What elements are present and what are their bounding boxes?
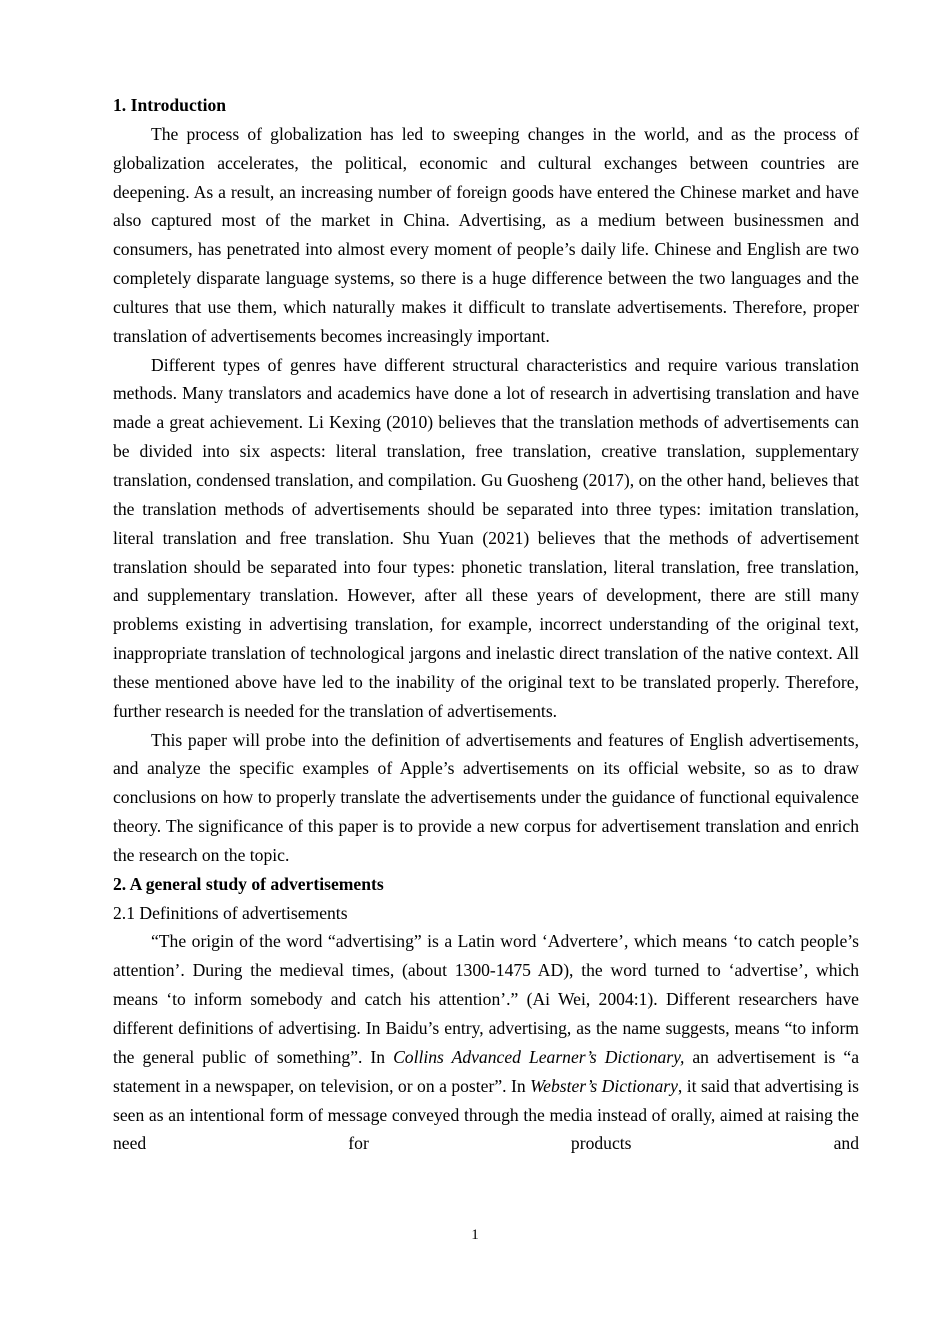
body-paragraph: Different types of genres have different structural characteristics and require various translation methods. Many translators and academics have done a lot of research in advertising translation and have made a great achievement. Li Kexing (2010) believes that the translation methods of advertisements can be divided into six aspects: literal translation, free translation, creative translation, supplementary translation, condensed translation, and compilation. Gu Guosheng (2017), on the other hand, believes that the translation methods of advertisements should be separated into three types: imitation translation, literal translation and free translation. Shu Yuan (2021) believes that the methods of advertisement translation should be separated into four types: phonetic translation, literal translation, free translation, and supplementary translation. However, after all these years of development, there are still many problems existing in advertising translation, for example, incorrect understanding of the original text, inappropriate translation of technological jargons and inelastic direct translation of the native context. All these mentioned above have led to the inability of the original text to be translated properly. Therefore, further research is needed for the translation of advertisements. <box>113 354 859 721</box>
section-heading-general-study: 2. A general study of advertisements <box>113 873 384 894</box>
body-paragraph: This paper will probe into the definition of advertisements and features of English advertisements, and analyze the specific examples of Apple’s advertisements on its official website, so as to draw conclusions on how to properly translate the advertisements under the guidance of functional equivalence theory. The significance of this paper is to provide a new corpus for advertisement translation and enrich the research on the topic. <box>113 729 859 865</box>
body-paragraph <box>113 927 859 1158</box>
book-title-webster: Webster’s Dictionary <box>530 1075 678 1096</box>
paragraph-text: “The origin of the word “advertising” is a Latin word ‘Advertere’, which means ‘to catch people’s attention’. During the medieval times, (about 1300-1475 AD), the word turned to ‘advertise’, which means ‘to inform somebody and catch his attention’.” (Ai Wei, 2004:1). Different researchers have different definitions of advertising. In Baidu’s entry, advertising, as the name suggests, means “to inform the general public of something”. In <box>113 931 859 1067</box>
book-title-collins: Collins Advanced Learner’s Dictionary, <box>393 1046 685 1067</box>
body-paragraph: The process of globalization has led to sweeping changes in the world, and as the process of globalization accelerates, the political, economic and cultural exchanges between countries are deepening. As a result, an increasing number of foreign goods have entered the Chinese market and have also captured most of the market in China. Advertising, as a medium between businessmen and consumers, has penetrated into almost every moment of people’s daily life. Chinese and English are two completely disparate language systems, so there is a huge difference between the two languages and the cultures that use them, which naturally makes it difficult to translate advertisements. Therefore, proper translation of advertisements becomes increasingly important. <box>113 123 859 346</box>
document-page <box>113 91 859 1158</box>
paragraph-text: an advertisement is “a statement in a newspaper, on television, or on a poster”. In <box>113 1046 860 1096</box>
section-heading-introduction: 1. Introduction <box>113 95 227 115</box>
page-number: 1 <box>471 1227 479 1243</box>
paragraph-text: , it said that advertising is seen as an intentional form of message conveyed through the media instead of orally, aimed at raising the need for products and <box>113 1075 859 1154</box>
subsection-heading-definitions: 2.1 Definitions of advertisements <box>113 902 348 923</box>
